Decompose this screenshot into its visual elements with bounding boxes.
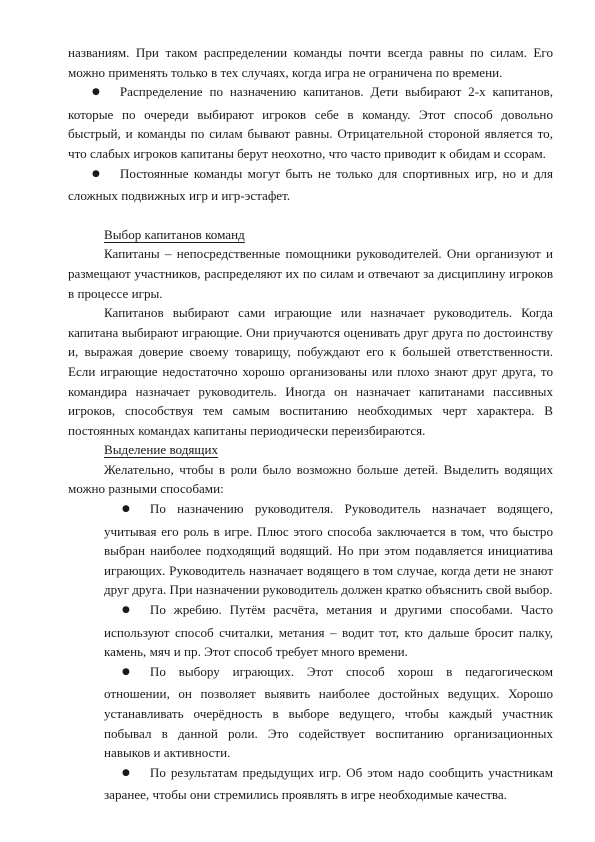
paragraph-captains-2: Капитанов выбирают сами играющие или назначает руководитель. Когда капитана выбирают играющие. Они приучаются оценивать друг друга по достоинству и, выражая доверие своему товарищу, побуждают его к большей ответственности. Если играющие недостаточно хорошо организованы или плохо знают друг друга, то командира назначает руководитель. Иногда он назначает капитанами пассивных игроков, способствуя тем самым воспитанию необходимых черт характера. В постоянных командах капитаны периодически переизбираются. bbox=[68, 305, 553, 438]
list-item-text: Постоянные команды могут быть не только для спортивных игр, но и для сложных подвижных игр и игр-эстафет. bbox=[68, 165, 553, 204]
bullet-icon: ● bbox=[122, 666, 130, 677]
list-item-text: По назначению руководителя. Руководитель назначает водящего, учитывая его роль в игре. Плюс этого способа заключается в том, что быстро выбран наиболее подходящий водящий. Но при этом подавляется инициатива играющих. Руководитель назначает водящего в том случае, когда дети не знают друг друга. При назначении руководитель должен кратко объяснить свой выбор. bbox=[104, 501, 553, 598]
bullet-icon: ● bbox=[122, 767, 130, 778]
spacer bbox=[68, 206, 553, 225]
bullet-icon: ● bbox=[122, 605, 130, 616]
list-item-text: Распределение по назначению капитанов. Дети выбирают 2-х капитанов, которые по очереди выбирают игроков себе в команду. Этот способ довольно быстрый, и команды по силам бывают равны. Отрицательной стороной является то, что слабых игроков капитаны берут неохотно, что часто приводит к обидам и ссорам. bbox=[68, 84, 553, 161]
list-item-permanent bbox=[68, 164, 553, 206]
bullet-icon: ● bbox=[122, 504, 130, 515]
bullet-icon: ● bbox=[92, 87, 100, 98]
heading-captains: Выбор капитанов команд bbox=[104, 226, 245, 242]
heading-drivers: Выделение водящих bbox=[104, 442, 219, 458]
list-item-results bbox=[68, 763, 553, 805]
list-item-captains bbox=[68, 82, 553, 163]
list-item-text: По жребию. Путём расчёта, метания и другими способами. Часто используют способ считалки, метания – водит тот, кто дальше бросит палку, камень, мяч и пр. Этот способ требует много времени. bbox=[104, 602, 553, 660]
paragraph-captains-1: Капитаны – непосредственные помощники руководителей. Они организуют и размещают участников, распределяют их по силам и отвечают за дисциплину игроков в процессе игры. bbox=[68, 246, 553, 301]
paragraph-top: названиям. При таком распределении команды почти всегда равны по силам. Его можно применять только в тех случаях, когда игра не ограничена по времени. bbox=[68, 45, 553, 80]
paragraph-drivers: Желательно, чтобы в роли было возможно больше детей. Выделить водящих можно разными способами: bbox=[68, 461, 553, 497]
list-item-leader bbox=[68, 499, 553, 600]
bullet-icon: ● bbox=[92, 168, 100, 179]
list-item-text: По выбору играющих. Этот способ хорош в педагогическом отношении, он позволяет выявить наиболее достойных ведущих. Хорошо устанавливать очерёдность в выборе ведущего, чтобы каждый участник побывал в данной роли. Это содействует воспитанию организационных навыков и активности. bbox=[104, 663, 553, 761]
list-item-lot bbox=[68, 600, 553, 662]
list-item-players bbox=[68, 662, 553, 763]
list-item-text: По результатам предыдущих игр. Об этом надо сообщить участникам заранее, чтобы они стремились проявлять в игре необходимые качества. bbox=[104, 764, 553, 803]
